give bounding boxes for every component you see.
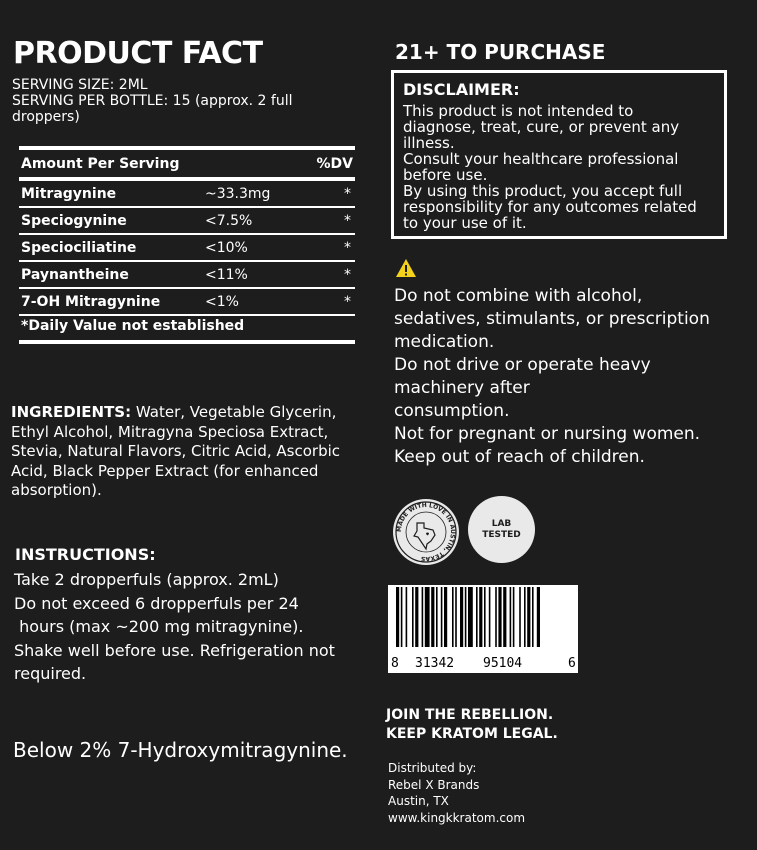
distributor-company: Rebel X Brands [388,777,480,792]
disclaimer-line: before use. [403,166,488,184]
age-notice: 21+ TO PURCHASE [395,40,606,64]
barcode-digit: 95104 [483,656,523,671]
ingredients-label: INGREDIENTS: [11,403,132,421]
barcode-digit: 6 [568,656,576,671]
facts-row-amount: ~33.3mg [205,186,271,202]
warnings [394,285,744,469]
facts-row-dv: * [344,240,351,256]
facts-header-dv: %DV [316,155,353,172]
barcode [388,585,578,673]
facts-row-dv: * [344,294,351,310]
warning-line: Not for pregnant or nursing women. [394,424,701,444]
instruction-line: Do not exceed 6 dropperfuls per 24 [14,593,299,613]
disclaimer-title: DISCLAIMER: [403,80,520,99]
distributor-info [388,760,525,826]
warning-triangle-icon [395,258,417,278]
disclaimer-line: Consult your healthcare professional [403,150,679,168]
facts-row-amount: <11% [205,267,248,283]
serving-size: SERVING SIZE: 2ML [12,77,148,93]
serving-per-bottle-cont: droppers) [12,109,80,125]
facts-row-amount: <10% [205,240,248,256]
facts-row-name: Speciociliatine [21,240,137,256]
lab-badge-line2: TESTED [482,529,521,540]
serving-per-bottle: SERVING PER BOTTLE: 15 (approx. 2 full [12,93,293,109]
barcode-digit: 31342 [415,656,455,671]
table-row [19,235,355,262]
ingredients-text: Water, Vegetable Glycerin, Ethyl Alcohol, Mitragyna Speciosa Extract, Stevia, Natural Flavors, Citric Acid, Ascorbic Acid, Black Pepper Extract (for enhanced absorption). [11,403,341,499]
disclaimer-line: illness. [403,134,455,152]
disclaimer-box [391,70,727,239]
lab-tested-badge [468,496,535,563]
ingredients [11,403,361,501]
disclaimer-line: to your use of it. [403,214,527,232]
instruction-line: Shake well before use. Refrigeration not [14,640,335,660]
warning-line: medication. [394,332,495,352]
warning-line: Do not combine with alcohol, [394,286,643,306]
warning-line: Keep out of reach of children. [394,447,645,467]
facts-row-name: Speciogynine [21,213,127,229]
page-title: PRODUCT FACT [13,36,263,71]
barcode-digit: 8 [391,656,399,671]
slogan-line: JOIN THE REBELLION. [386,707,554,723]
facts-row-amount: <7.5% [205,213,253,229]
distributor-location: Austin, TX [388,794,449,808]
supplement-facts-table [19,146,355,344]
instructions-title: INSTRUCTIONS: [15,545,156,564]
table-row [19,262,355,289]
texas-seal-icon [393,499,459,565]
barcode-bars [388,587,578,659]
facts-row-dv: * [344,267,351,283]
table-row [19,181,355,208]
hydroxy-note: Below 2% 7-Hydroxymitragynine. [13,738,348,762]
facts-footnote: *Daily Value not established [19,314,355,340]
disclaimer-line: This product is not intended to [403,102,634,120]
facts-row-dv: * [344,213,351,229]
facts-header [19,150,355,181]
facts-row-name: Paynantheine [21,267,129,283]
facts-row-amount: <1% [205,294,239,310]
disclaimer-line: diagnose, treat, cure, or prevent any [403,118,680,136]
distributor-label: Distributed by: [388,761,477,775]
warning-line: consumption. [394,401,510,421]
table-row [19,289,355,316]
instruction-line: hours (max ~200 mg mitragynine). [14,617,304,636]
facts-header-amount: Amount Per Serving [21,155,180,172]
instruction-line: Take 2 dropperfuls (approx. 2mL) [14,570,279,589]
lab-badge-line1: LAB [491,518,512,529]
facts-row-name: 7-OH Mitragynine [21,294,161,310]
instruction-line: required. [14,664,87,683]
slogan [386,706,558,744]
warning-line: machinery after [394,378,530,398]
serving-info [12,77,342,125]
facts-row-name: Mitragynine [21,186,117,202]
made-in-austin-badge [393,499,459,565]
texas-badge-text: MADE WITH LOVE IN AUSTIN, TEXAS [395,501,457,563]
distributor-website: www.kingkkratom.com [388,810,526,825]
warning-line: sedatives, stimulants, or prescription [394,309,710,329]
facts-row-dv: * [344,186,351,202]
disclaimer-line: responsibility for any outcomes related [403,198,697,216]
disclaimer-line: By using this product, you accept full [403,182,683,200]
instructions [14,568,379,686]
warning-line: Do not drive or operate heavy [394,355,651,375]
slogan-line: KEEP KRATOM LEGAL. [386,726,558,742]
table-row [19,208,355,235]
